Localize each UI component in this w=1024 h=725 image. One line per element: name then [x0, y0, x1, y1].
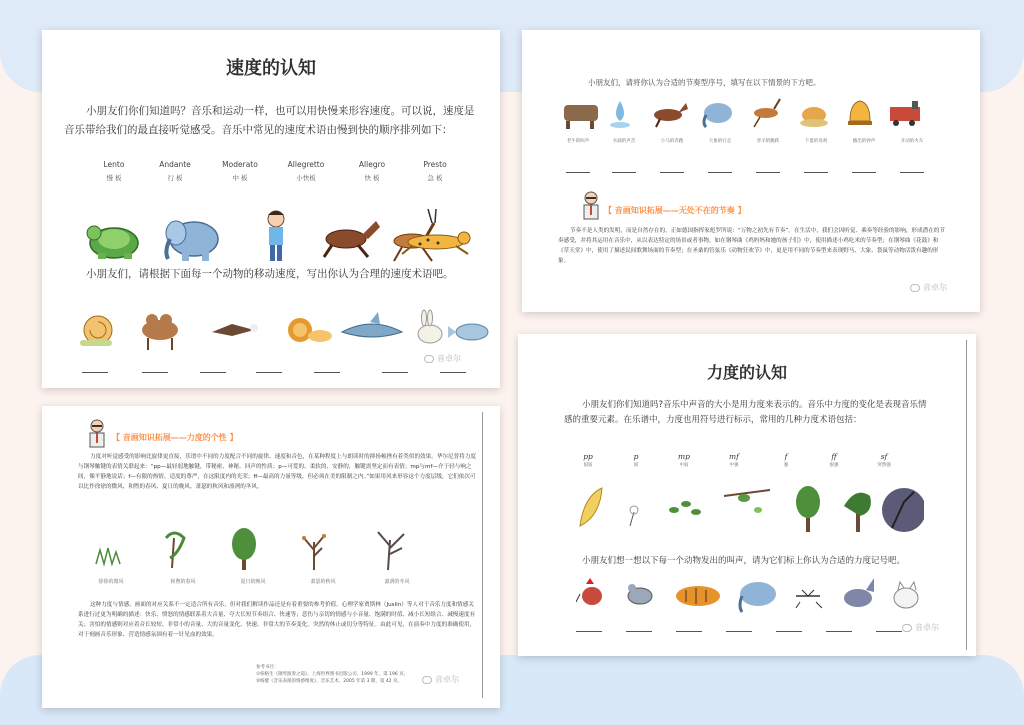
tree-icon — [796, 486, 820, 532]
scene-label: 下蛋的母鸡 — [804, 139, 828, 144]
goat-jump-icon — [754, 99, 780, 127]
answer-line — [756, 172, 780, 173]
summer-tree-icon — [232, 528, 256, 570]
teacher-icon — [580, 190, 602, 220]
wind-label: 徐徐的微风 — [98, 579, 124, 585]
speed-title: 速度的认知 — [226, 58, 316, 79]
answer-line — [142, 372, 168, 373]
leaves-branch-icon — [669, 501, 701, 515]
wind-label: 和煦的春风 — [170, 579, 196, 585]
rhythm-prompt: 小朋友们，请将你认为合适的节奏型序号，填写在以下情景的下方吧。 — [588, 78, 821, 87]
dynamics-title: 力度的认知 — [706, 363, 787, 382]
elephant-icon — [166, 221, 218, 261]
card-dynamics-personality — [42, 406, 500, 708]
brand-logo: 音卓尔 — [910, 282, 947, 293]
cat-icon — [894, 582, 918, 608]
windy-tree-icon — [844, 493, 871, 532]
card-speed-cognition — [42, 30, 500, 388]
reference-item: ②杨健《音乐表演的情感维度》，音乐艺术，2005 年第 3 期，第 42 页。 — [256, 679, 402, 684]
winter-tree-icon — [378, 532, 404, 570]
wolf-icon — [844, 578, 874, 607]
scene-label: 开动的火车 — [900, 139, 924, 144]
speech-bubble-icon — [422, 676, 432, 684]
dynamic-mf: mf 中强 — [729, 452, 739, 468]
dynamic-pp: pp 很弱 — [583, 452, 593, 468]
eagle-icon — [212, 324, 258, 336]
horse-icon — [324, 221, 380, 257]
answer-line — [804, 172, 828, 173]
rhythm-banner: 【 音画知识拓展——无处不在的节奏 】 — [604, 206, 746, 215]
shark-icon — [342, 312, 402, 337]
rhythm-scenes-row — [560, 95, 940, 133]
wind-label: 萧瑟的秋风 — [310, 579, 336, 585]
fish-icon — [448, 324, 488, 340]
autumn-tree-icon — [302, 534, 326, 570]
rabbit-icon — [418, 310, 442, 343]
margin-line — [966, 340, 967, 650]
answer-line — [576, 631, 602, 632]
question-animals-row — [72, 306, 492, 356]
scene-label: 奔羊的跳跃 — [756, 139, 780, 144]
teacher-icon — [86, 418, 108, 448]
answer-line — [382, 372, 408, 373]
answer-line — [708, 172, 732, 173]
margin-line — [482, 412, 483, 698]
scene-label: 大象的行走 — [708, 139, 732, 144]
cow-icon — [564, 105, 598, 129]
storm-tree-icon — [882, 488, 924, 532]
dynamics-question: 小朋友们想一想以下每一个动物发出的叫声，请为它们标上你认为合适的力度记号吧。 — [582, 556, 906, 566]
scene-label: 播出的钟声 — [852, 139, 876, 144]
term-allegretto: Allegretto 小快板 — [287, 160, 325, 182]
reference-title: 参考书目： — [256, 665, 279, 670]
scene-label: 水滴的声音 — [612, 139, 636, 144]
camel-icon — [142, 314, 178, 350]
lion-icon — [288, 318, 332, 342]
card-rhythm — [522, 30, 980, 312]
term-moderato: Moderato 中 板 — [222, 160, 258, 182]
reference-item: ①柏格生《钢琴演奏之道》，上海世界图书出版公司，1999 年，第 196 页。 — [256, 672, 409, 677]
term-presto: Presto 急 板 — [423, 160, 447, 182]
answer-line — [566, 172, 590, 173]
tiger-icon — [676, 586, 720, 606]
dynamic-f: f 强 — [783, 452, 789, 468]
elephant-walk-icon — [704, 103, 732, 127]
mouse-icon — [628, 584, 652, 604]
train-icon — [890, 101, 920, 126]
speech-bubble-icon — [910, 284, 920, 292]
bell-icon — [848, 101, 872, 125]
answer-line — [256, 372, 282, 373]
rhythm-body: 节奏不是人类的发明，而是自然存在的。正如德国指挥家彪罗所说：“万物之初先有节奏”。在生活中，我们会因听觉、乘奏等经验的影响，形成潜在的节奏感受，并将其运用在音乐中，从以表达特定的场景或者事物。如在钢琴曲《鸡妈妈和她的孩子们》中，使用描述小鸡吃米的节奏型；在钢琴曲《花鼓》和《草天堂》中，使用了描述民间歌舞场面的节奏型；在圣桑的管弦乐《动物狂欢节》中，更是用不同的节奏型来表现野马、大象、袋鼠等动物活泼有趣的形象。 — [558, 228, 945, 264]
leaf-icon — [580, 488, 602, 526]
dynamic-sf: sf 突然强 — [877, 452, 891, 468]
dynamics-banner: 【 音画知识拓展——力度的个性 】 — [112, 433, 238, 442]
wind-label: 夏日的晚风 — [240, 579, 266, 585]
willow-tree-icon — [166, 533, 184, 568]
answer-line — [82, 372, 108, 373]
dynamic-p: p 弱 — [633, 452, 639, 468]
brand-logo: 音卓尔 — [902, 622, 939, 633]
elephant-icon — [740, 582, 776, 612]
speech-bubble-icon — [424, 355, 434, 363]
snail-icon — [80, 316, 112, 346]
child-icon — [268, 211, 284, 261]
answer-line — [676, 631, 702, 632]
answer-line — [200, 372, 226, 373]
answer-line — [612, 172, 636, 173]
wind-trees-row — [92, 524, 432, 574]
dynamics-animals-row — [576, 572, 936, 614]
answer-line — [852, 172, 876, 173]
turtle-icon — [87, 226, 138, 259]
rooster-icon — [576, 578, 602, 605]
dynamic-ff: ff 很强 — [829, 452, 839, 468]
hen-icon — [800, 107, 828, 127]
answer-line — [626, 631, 652, 632]
term-allegro: Allegro 快 板 — [358, 160, 386, 182]
brand-logo: 音卓尔 — [424, 353, 461, 364]
dynamics-para2: 这种力度与情感、画面的对应关系不一定适合所有音乐，但对我们解读作品还是有着重要的参考价值。心理学家贾斯林（Juslin）等人对于音乐力度和情感关系进行过更为明确的描述：快乐、愤怒的情感联系着大音量、夸大长短节奏组合、快速等；悲伤与亲切的情感与小音量、饱满的时值、减小长短组合、减慢速度有关；害怕的情感则对应着音长较短、非常小的音量、大的音量变化、快速、非常大的节奏变化。突然的休止或切分等特征。由此可见，在演奏中力度的准确使用，对于刻画音乐形象、营造情感氛围有着一针见血的效果。 — [78, 602, 476, 638]
wind-label: 凛冽的冬风 — [384, 579, 410, 585]
answer-line — [440, 372, 466, 373]
answer-line — [776, 631, 802, 632]
dynamic-mp: mp 中弱 — [678, 452, 690, 468]
answer-line — [876, 631, 902, 632]
branch-icon — [724, 490, 770, 513]
speed-intro: 小朋友们你们知道吗？音乐和运动一样，也可以用快慢来形容速度。可以说，速度是音乐带给我们的最直接听觉感受。音乐中常见的速度术语由慢到快的顺序排列如下： — [64, 105, 475, 136]
card-dynamics-cognition — [518, 334, 976, 656]
pony-icon — [654, 103, 688, 127]
cheetah-icon — [398, 228, 478, 258]
answer-line — [726, 631, 752, 632]
dynamics-intro: 小朋友们你们知道吗?音乐中声音的大小是用力度来表示的。音乐中力度的变化是表现音乐情感的重要元素。在乐谱中，力度也用符号进行标示，常用的几种力度术语包括： — [564, 400, 927, 425]
mosquito-icon — [796, 590, 822, 608]
speed-question: 小朋友们，请根据下面每一个动物的移动速度，写出你认为合理的速度术语吧。 — [86, 268, 454, 280]
answer-line — [826, 631, 852, 632]
dynamics-trees-row — [574, 482, 924, 538]
scene-label: 小马的奔跑 — [660, 139, 684, 144]
answer-line — [660, 172, 684, 173]
brand-logo: 音卓尔 — [422, 674, 459, 685]
term-lento: Lento 慢 板 — [103, 160, 125, 182]
answer-line — [314, 372, 340, 373]
dynamics-para1: 力度对听觉感受的影响比旋律更直接，乐谱中不同的力度配合不同的旋律、速度和音色，在某种程度上与朗读时的抑扬顿挫有着类似的效果。华尔尼普将力度与钢琴触键的表情关联起来：“pp—最轻弱地触键，带秘密、神秘、回声的性质；p—可爱的、柔软的、安静的，触键需坚定而有表情；mp与mf—介于轻与响之间，像平静地说话；f—有限的热情、适度的尊严，在这限度内的光荣；ff—最高的力量等级，但必须在美的限制之内。”如果用风来形容这个力度层级，它们依次可以比作徐徐的微风、和煦的春风、夏日的晚风、萧瑟的秋风和凛冽的冬风。 — [78, 454, 476, 490]
answer-line — [900, 172, 924, 173]
scene-label: 老牛的叫声 — [566, 139, 590, 144]
speech-bubble-icon — [902, 624, 912, 632]
term-andante: Andante 行 板 — [159, 160, 191, 182]
dandelion-icon — [630, 506, 638, 526]
water-drop-icon — [610, 101, 630, 128]
grass-icon — [96, 548, 120, 564]
